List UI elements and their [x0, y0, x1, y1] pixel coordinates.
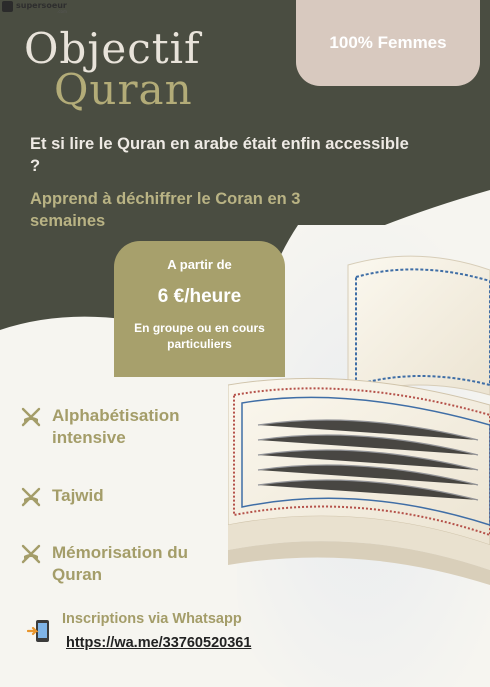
logo-line-2: Quran: [54, 65, 193, 114]
pricing-card: [114, 241, 285, 377]
whatsapp-link[interactable]: https://wa.me/33760520361: [66, 635, 252, 651]
logo-line-1: Objectif: [24, 24, 201, 73]
quran-stand-icon: [20, 543, 42, 565]
brand-domain: .com: [57, 9, 67, 14]
feature-label: Mémorisation du Quran: [52, 543, 189, 584]
objectif-quran-logo: [24, 24, 201, 114]
brand-mark-icon: [2, 1, 13, 12]
pricing-from: A partir de: [167, 257, 232, 272]
feature-item: [20, 542, 222, 586]
whatsapp-signup-label: Inscriptions via Whatsapp: [62, 611, 242, 627]
brand-logo: [2, 1, 67, 14]
mobile-phone-icon: [27, 619, 53, 645]
quran-stand-icon: [20, 406, 42, 428]
women-only-label: 100% Femmes: [329, 33, 447, 52]
headline-question: Et si lire le Quran en arabe était enfin accessible ?: [30, 135, 409, 175]
feature-item: [20, 405, 222, 449]
headline-subtitle: Apprend à déchiffrer le Coran en 3 semaines: [30, 190, 301, 230]
feature-label: Alphabétisation intensive: [52, 406, 180, 447]
pricing-mode: En groupe ou en cours particuliers: [134, 321, 265, 351]
quran-stand-icon: [20, 486, 42, 508]
feature-label: Tajwid: [52, 486, 104, 505]
brand-name: supersoeur .com: [16, 1, 67, 14]
feature-item: [20, 485, 104, 508]
women-only-badge: [296, 0, 480, 86]
pricing-price: 6 €/heure: [157, 286, 242, 307]
